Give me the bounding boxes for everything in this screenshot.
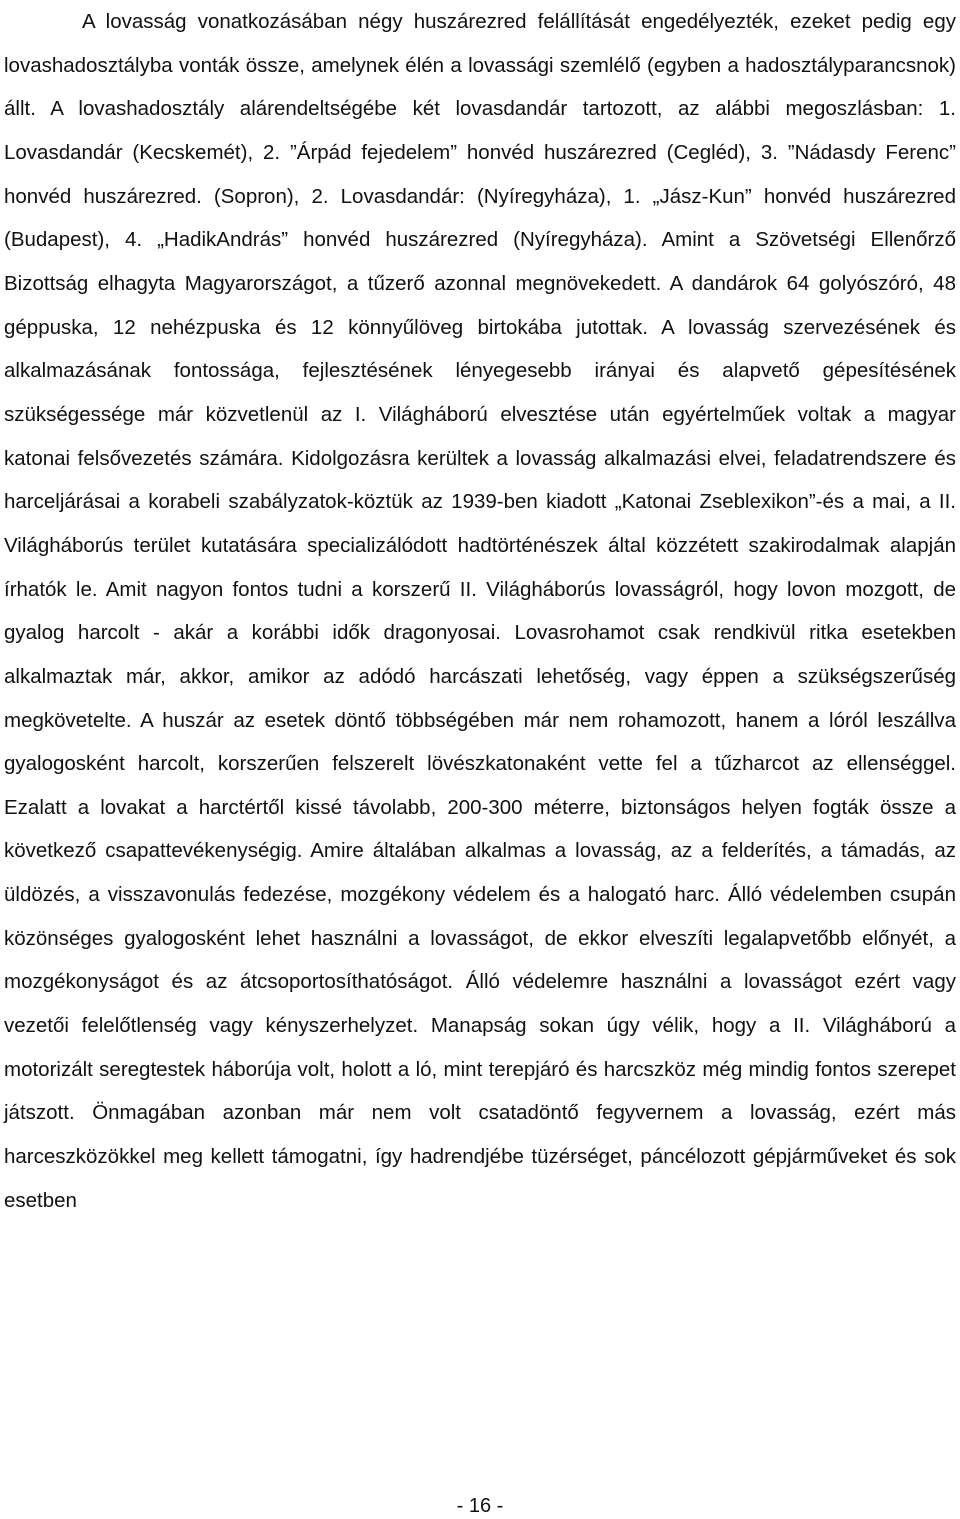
- body-paragraph: A lovasság vonatkozásában négy huszárezred felállítását engedélyezték, ezeket pedig egy lovashadosztályba vonták össze, amelynek élén a lovassági szemlélő (egyben a hadosztályparancsnok) állt. A lovashadosztály alárendeltségébe két lovasdandár tartozott, az alábbi megoszlásban: 1. Lovasdandár (Kecskemét), 2. ”Árpád fejedelem” honvéd huszárezred (Cegléd), 3. ”Nádasdy Ferenc” honvéd huszárezred. (Sopron), 2. Lovasdandár: (Nyíregyháza), 1. „Jász-Kun” honvéd huszárezred (Budapest), 4. „HadikAndrás” honvéd huszárezred (Nyíregyháza). Amint a Szövetségi Ellenőrző Bizottság elhagyta Magyarországot, a tűzerő azonnal megnövekedett. A dandárok 64 golyószóró, 48 géppuska, 12 nehézpuska és 12 könnyűlöveg birtokába jutottak. A lovasság szervezésének és alkalmazásának fontossága, fejlesztésének lényegesebb irányai és alapvető gépesítésének szükségessége már közvetlenül az I. Világháború elvesztése után egyértelműek voltak a magyar katonai felsővezetés számára. Kidolgozásra kerültek a lovasság alkalmazási elvei, feladatrendszere és harceljárásai a korabeli szabályzatok-köztük az 1939-ben kiadott „Katonai Zseblexikon”-és a mai, a II. Világháborús terület kutatására specializálódott hadtörténészek által közzétett szakirodalmak alapján írhatók le. Amit nagyon fontos tudni a korszerű II. Világháborús lovasságról, hogy lovon mozgott, de gyalog harcolt - akár a korábbi idők dragonyosai. Lovasrohamot csak rendkivül ritka esetekben alkalmaztak már, akkor, amikor az adódó harcászati lehetőség, vagy éppen a szükségszerűség megkövetelte. A huszár az esetek döntő többségében már nem rohamozott, hanem a lóról leszállva gyalogosként harcolt, korszerűen felszerelt lövészkatonaként vette fel a tűzharcot az ellenséggel. Ezalatt a lovakat a harctértől kissé távolabb, 200-300 méterre, biztonságos helyen fogták össze a következő csapattevékenységig. Amire általában alkalmas a lovasság, az a felderítés, a támadás, az üldözés, a visszavonulás fedezése, mozgékony védelem és a halogató harc. Álló védelemben csupán közönséges gyalogosként lehet használni a lovasságot, de ekkor elveszíti legalapvetőbb előnyét, a mozgékonyságot és az átcsoportosíthatóságot. Álló védelemre használni a lovasságot ezért vagy vezetői felelőtlenség vagy kényszerhelyzet. Manapság sokan úgy vélik, hogy a II. Világháború a motorizált seregtestek háborúja volt, holott a ló, mint terepjáró és harcszköz még mindig fontos szerepet játszott. Önmagában azonban már nem volt csatadöntő fegyvernem a lovasság, ezért más harceszközökkel meg kellett támogatni, így hadrendjébe tüzérséget, páncélozott gépjárműveket és sok esetben: [4, 10, 956, 1212]
- page-number: - 16 -: [456, 1495, 504, 1517]
- document-page: [4, 0, 956, 1519]
